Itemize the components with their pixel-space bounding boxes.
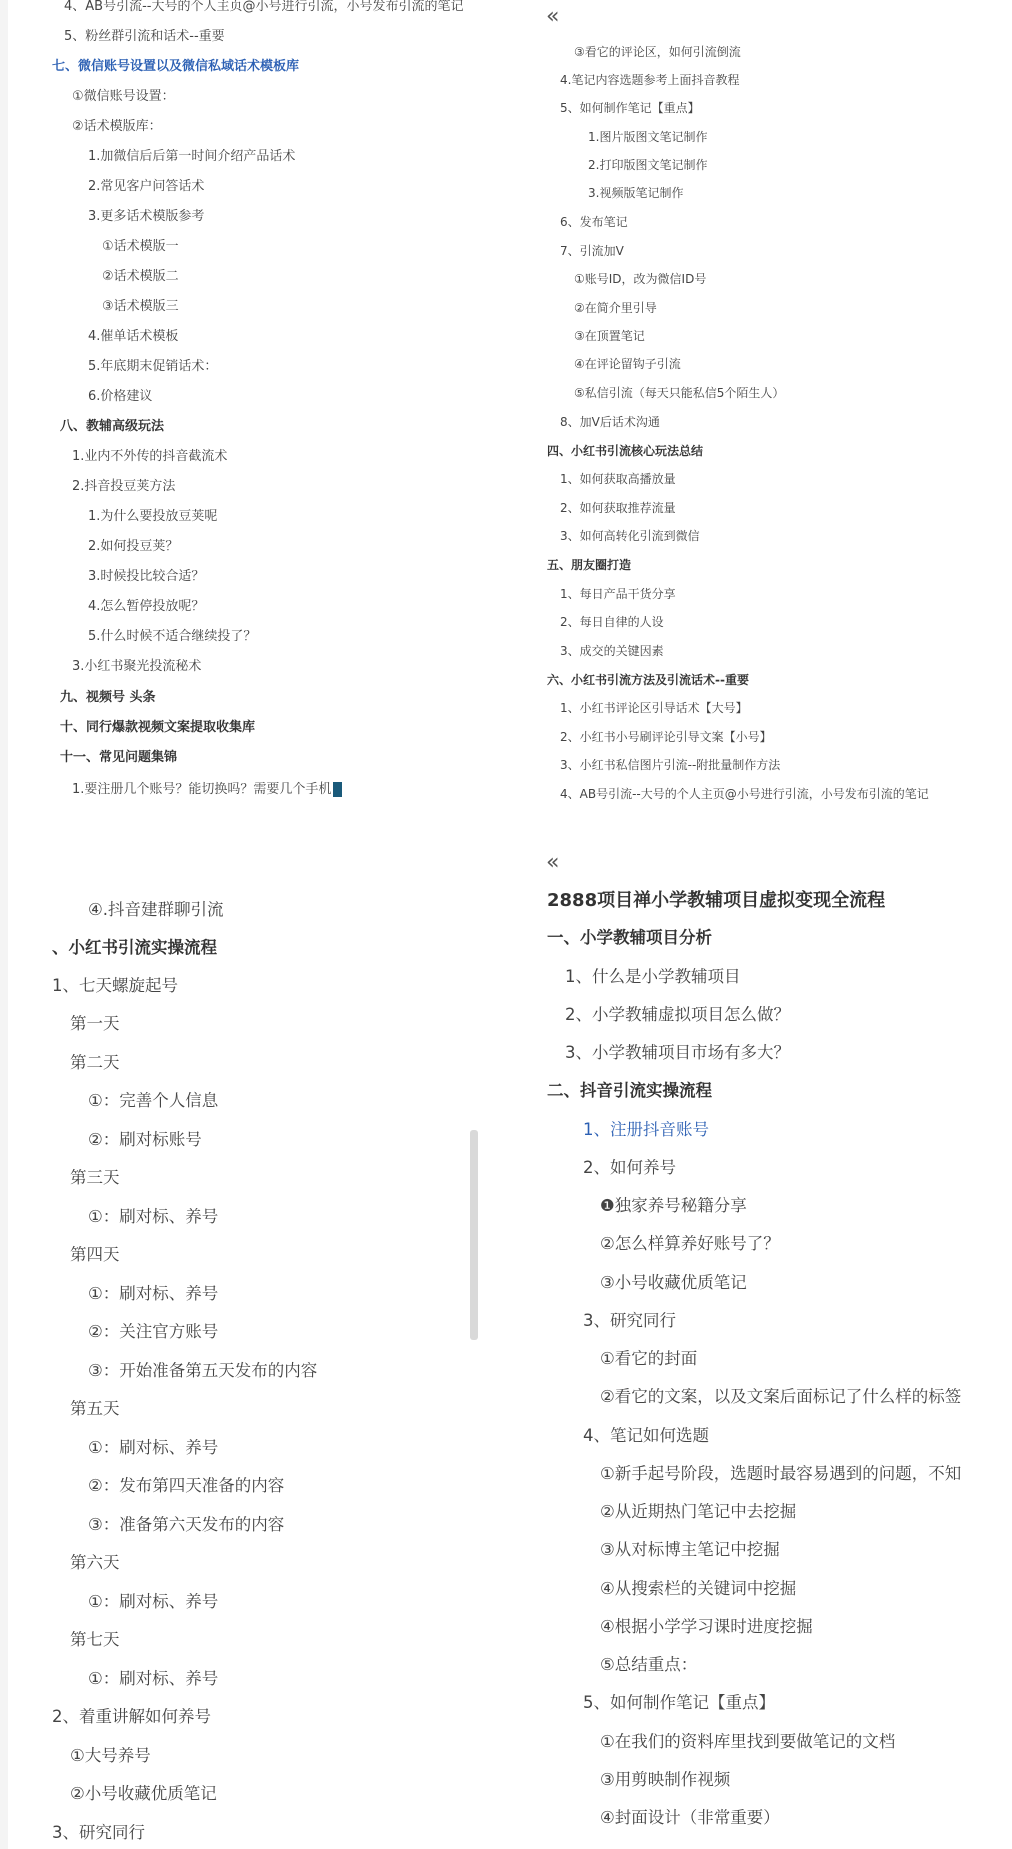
bottom-left-outline-item[interactable]: ②：发布第四天准备的内容 (88, 1476, 285, 1495)
top-right-outline-item[interactable]: 7、引流加V (560, 244, 624, 258)
top-left-outline-item[interactable]: 十一、常见问题集锦 (60, 750, 178, 765)
top-right-outline-item[interactable]: 8、加V后话术沟通 (560, 415, 660, 429)
top-right-outline-item[interactable]: 1、小红书评论区引导话术【大号】 (560, 701, 748, 715)
bottom-right-outline-item[interactable]: 2888项目禅小学教辅项目虚拟变现全流程 (547, 890, 886, 911)
top-right-outline-item[interactable]: 六、小红书引流方法及引流话术--重要 (547, 673, 749, 687)
bottom-left-outline-item[interactable]: ①：刷对标、养号 (88, 1669, 219, 1688)
bottom-right-outline-item[interactable]: 一、小学教辅项目分析 (547, 928, 712, 947)
bottom-right-outline-item[interactable]: ②怎么样算养好账号了？ (600, 1234, 780, 1253)
top-left-outline-item[interactable]: ①微信账号设置： (72, 89, 175, 104)
top-left-outline-item[interactable]: 1.要注册几个账号？能切换吗？需要几个手机 (72, 782, 342, 797)
top-left-outline-item[interactable]: 4、AB号引流--大号的个人主页@小号进行引流，小号发布引流的笔记 (64, 0, 464, 14)
top-right-outline-item[interactable]: ③看它的评论区，如何引流倒流 (574, 45, 741, 59)
top-right-outline-item[interactable]: 5、如何制作笔记【重点】 (560, 101, 700, 115)
top-left-outline-item[interactable]: ②话术模版二 (102, 269, 179, 284)
top-left-outline-item[interactable]: 6.价格建议 (88, 389, 153, 404)
bottom-right-outline-item[interactable]: ②看它的文案，以及文案后面标记了什么样的标签 (600, 1387, 962, 1406)
top-left-outline-item[interactable]: 八、教辅高级玩法 (60, 419, 165, 434)
top-right-outline-item[interactable]: ⑤私信引流（每天只能私信5个陌生人） (574, 386, 785, 400)
bottom-right-outline-item[interactable]: ②从近期热门笔记中去挖掘 (600, 1502, 797, 1521)
top-left-outline-item[interactable]: 1.为什么要投放豆荚呢 (88, 509, 218, 524)
bottom-right-outline-item[interactable]: 二、抖音引流实操流程 (547, 1081, 712, 1100)
scrollbar-thumb[interactable] (470, 1130, 478, 1340)
bottom-right-outline-item[interactable]: ❶独家养号秘籍分享 (600, 1196, 747, 1215)
top-right-outline-item[interactable]: ④在评论留钩子引流 (574, 357, 681, 371)
bottom-right-outline-item[interactable]: 2、小学教辅虚拟项目怎么做？ (565, 1005, 790, 1024)
bottom-left-outline-item[interactable]: ①大号养号 (70, 1746, 151, 1765)
top-left-outline-item[interactable]: 3.更多话术模版参考 (88, 209, 205, 224)
bottom-left-outline-item[interactable]: 第六天 (70, 1553, 120, 1572)
bottom-right-outline-item[interactable]: ①看它的封面 (600, 1349, 698, 1368)
bottom-left-outline-item[interactable]: ①：刷对标、养号 (88, 1592, 219, 1611)
top-right-outline-item[interactable]: ②在简介里引导 (574, 301, 657, 315)
top-right-outline-item[interactable]: ③在顶置笔记 (574, 329, 645, 343)
top-right-outline-item[interactable]: 6、发布笔记 (560, 215, 628, 229)
top-left-outline-item[interactable]: 5、粉丝群引流和话术--重要 (64, 29, 225, 44)
bottom-right-outline-item[interactable]: 2、如何养号 (583, 1158, 676, 1177)
bottom-left-outline-item[interactable]: 2、着重讲解如何养号 (52, 1707, 211, 1726)
top-right-outline-item[interactable]: 四、小红书引流核心玩法总结 (547, 444, 704, 458)
outline-panel-bottom-right[interactable] (530, 830, 1012, 1849)
bottom-left-outline-item[interactable]: 第一天 (70, 1014, 120, 1033)
bottom-left-outline-item[interactable]: ①：刷对标、养号 (88, 1284, 219, 1303)
outline-panel-top-right[interactable] (530, 0, 1012, 820)
bottom-right-outline-item[interactable]: 1、注册抖音账号 (583, 1120, 709, 1139)
top-left-outline-item[interactable]: 2.如何投豆荚？ (88, 539, 179, 554)
top-right-outline-item[interactable]: 五、朋友圈打造 (547, 558, 632, 572)
top-left-outline-item[interactable]: 十、同行爆款视频文案提取收集库 (60, 720, 256, 735)
top-right-outline-item[interactable]: 3、如何高转化引流到微信 (560, 529, 700, 543)
bottom-right-outline-item[interactable]: 4、笔记如何选题 (583, 1426, 709, 1445)
top-right-outline-item[interactable]: 2、小红书小号刷评论引导文案【小号】 (560, 730, 772, 744)
bottom-right-outline-item[interactable]: ①新手起号阶段，选题时最容易遇到的问题，不知 (600, 1464, 962, 1483)
top-left-outline-item[interactable]: 2.常见客户问答话术 (88, 179, 205, 194)
top-right-outline-item[interactable]: 1、每日产品干货分享 (560, 587, 676, 601)
top-left-outline-item[interactable]: 5.年底期末促销话术： (88, 359, 218, 374)
bottom-left-outline-item[interactable]: 第四天 (70, 1245, 120, 1264)
bottom-left-outline-item[interactable]: 第二天 (70, 1053, 120, 1072)
top-right-outline-item[interactable]: 3.视频版笔记制作 (588, 186, 684, 200)
top-right-outline-item[interactable]: 2、每日自律的人设 (560, 615, 664, 629)
top-left-outline-item[interactable]: ①话术模版一 (102, 239, 179, 254)
bottom-right-outline-item[interactable]: 3、小学教辅项目市场有多大？ (565, 1043, 790, 1062)
bottom-right-outline-item[interactable]: ④封面设计（非常重要） (600, 1808, 780, 1827)
top-left-outline-item[interactable]: 4.怎么暂停投放呢？ (88, 599, 205, 614)
text-cursor-icon (333, 782, 342, 797)
top-left-outline-item[interactable]: 2.抖音投豆荚方法 (72, 479, 176, 494)
bottom-left-outline-item[interactable]: ③：准备第六天发布的内容 (88, 1515, 285, 1534)
collapse-icon[interactable]: « (546, 850, 560, 875)
top-left-outline-item[interactable]: 3.时候投比较合适？ (88, 569, 205, 584)
top-right-outline-item[interactable]: 2.打印版图文笔记制作 (588, 158, 708, 172)
top-left-outline-item[interactable]: ②话术模版库： (72, 119, 162, 134)
bottom-left-outline-item[interactable]: ①：刷对标、养号 (88, 1207, 219, 1226)
bottom-right-outline-item[interactable]: ③用剪映制作视频 (600, 1770, 731, 1789)
top-right-outline-item[interactable]: 4、AB号引流--大号的个人主页@小号进行引流，小号发布引流的笔记 (560, 787, 929, 801)
bottom-right-outline-item[interactable]: ③从对标博主笔记中挖掘 (600, 1540, 780, 1559)
bottom-left-outline-item[interactable]: 第五天 (70, 1399, 120, 1418)
top-right-outline-item[interactable]: ①账号ID，改为微信ID号 (574, 272, 707, 286)
outline-panel-top-left[interactable] (8, 0, 530, 820)
outline-panel-bottom-left[interactable] (8, 870, 530, 1849)
bottom-left-outline-item[interactable]: 3、研究同行 (52, 1823, 145, 1842)
bottom-left-outline-item[interactable]: ②小号收藏优质笔记 (70, 1784, 217, 1803)
collapse-icon[interactable]: « (546, 4, 560, 29)
bottom-left-outline-item[interactable]: 第七天 (70, 1630, 120, 1649)
left-edge (0, 0, 8, 1849)
bottom-left-outline-item[interactable]: ②：关注官方账号 (88, 1322, 219, 1341)
bottom-left-outline-item[interactable]: 、小红书引流实操流程 (52, 938, 217, 957)
bottom-right-outline-item[interactable]: ④从搜索栏的关键词中挖掘 (600, 1579, 797, 1598)
top-right-outline-item[interactable]: 2、如何获取推荐流量 (560, 501, 676, 515)
top-right-outline-item[interactable]: 1.图片版图文笔记制作 (588, 130, 708, 144)
top-left-outline-item[interactable]: ③话术模版三 (102, 299, 179, 314)
bottom-right-outline-item[interactable]: ①在我们的资料库里找到要做笔记的文档 (600, 1732, 896, 1751)
top-left-outline-item[interactable]: 1.业内不外传的抖音截流术 (72, 449, 228, 464)
bottom-left-outline-item[interactable]: ②：刷对标账号 (88, 1130, 202, 1149)
top-left-outline-item[interactable]: 5.什么时候不适合继续投了？ (88, 629, 257, 644)
top-left-outline-item[interactable]: 1.加微信后后第一时间介绍产品话术 (88, 149, 296, 164)
bottom-left-outline-item[interactable]: ④.抖音建群聊引流 (88, 900, 224, 919)
bottom-right-outline-item[interactable]: ⑤总结重点： (600, 1655, 698, 1674)
bottom-right-outline-item[interactable]: ③小号收藏优质笔记 (600, 1273, 747, 1292)
top-right-outline-item[interactable]: 1、如何获取高播放量 (560, 472, 676, 486)
top-left-outline-item[interactable]: 3.小红书聚光投流秘术 (72, 659, 202, 674)
top-left-outline-item[interactable]: 4.催单话术模板 (88, 329, 179, 344)
bottom-left-outline-item[interactable]: 1、七天螺旋起号 (52, 976, 178, 995)
bottom-left-outline-item[interactable]: 第三天 (70, 1168, 120, 1187)
bottom-right-outline-item[interactable]: ④根据小学学习课时进度挖掘 (600, 1617, 813, 1636)
top-right-outline-item[interactable]: 4.笔记内容选题参考上面抖音教程 (560, 73, 740, 87)
top-left-outline-item[interactable]: 七、微信账号设置以及微信私域话术模板库 (52, 59, 300, 74)
top-right-outline-item[interactable]: 3、小红书私信图片引流--附批量制作方法 (560, 758, 781, 772)
bottom-left-outline-item[interactable]: ①：完善个人信息 (88, 1091, 219, 1110)
bottom-left-outline-item[interactable]: ①：刷对标、养号 (88, 1438, 219, 1457)
top-left-outline-item[interactable]: 九、视频号 头条 (60, 690, 156, 705)
bottom-left-outline-item[interactable]: ③：开始准备第五天发布的内容 (88, 1361, 318, 1380)
bottom-right-outline-item[interactable]: 3、研究同行 (583, 1311, 676, 1330)
bottom-right-outline-item[interactable]: 1、什么是小学教辅项目 (565, 967, 741, 986)
bottom-right-outline-item[interactable]: 5、如何制作笔记【重点】 (583, 1693, 775, 1712)
top-right-outline-item[interactable]: 3、成交的关键因素 (560, 644, 664, 658)
